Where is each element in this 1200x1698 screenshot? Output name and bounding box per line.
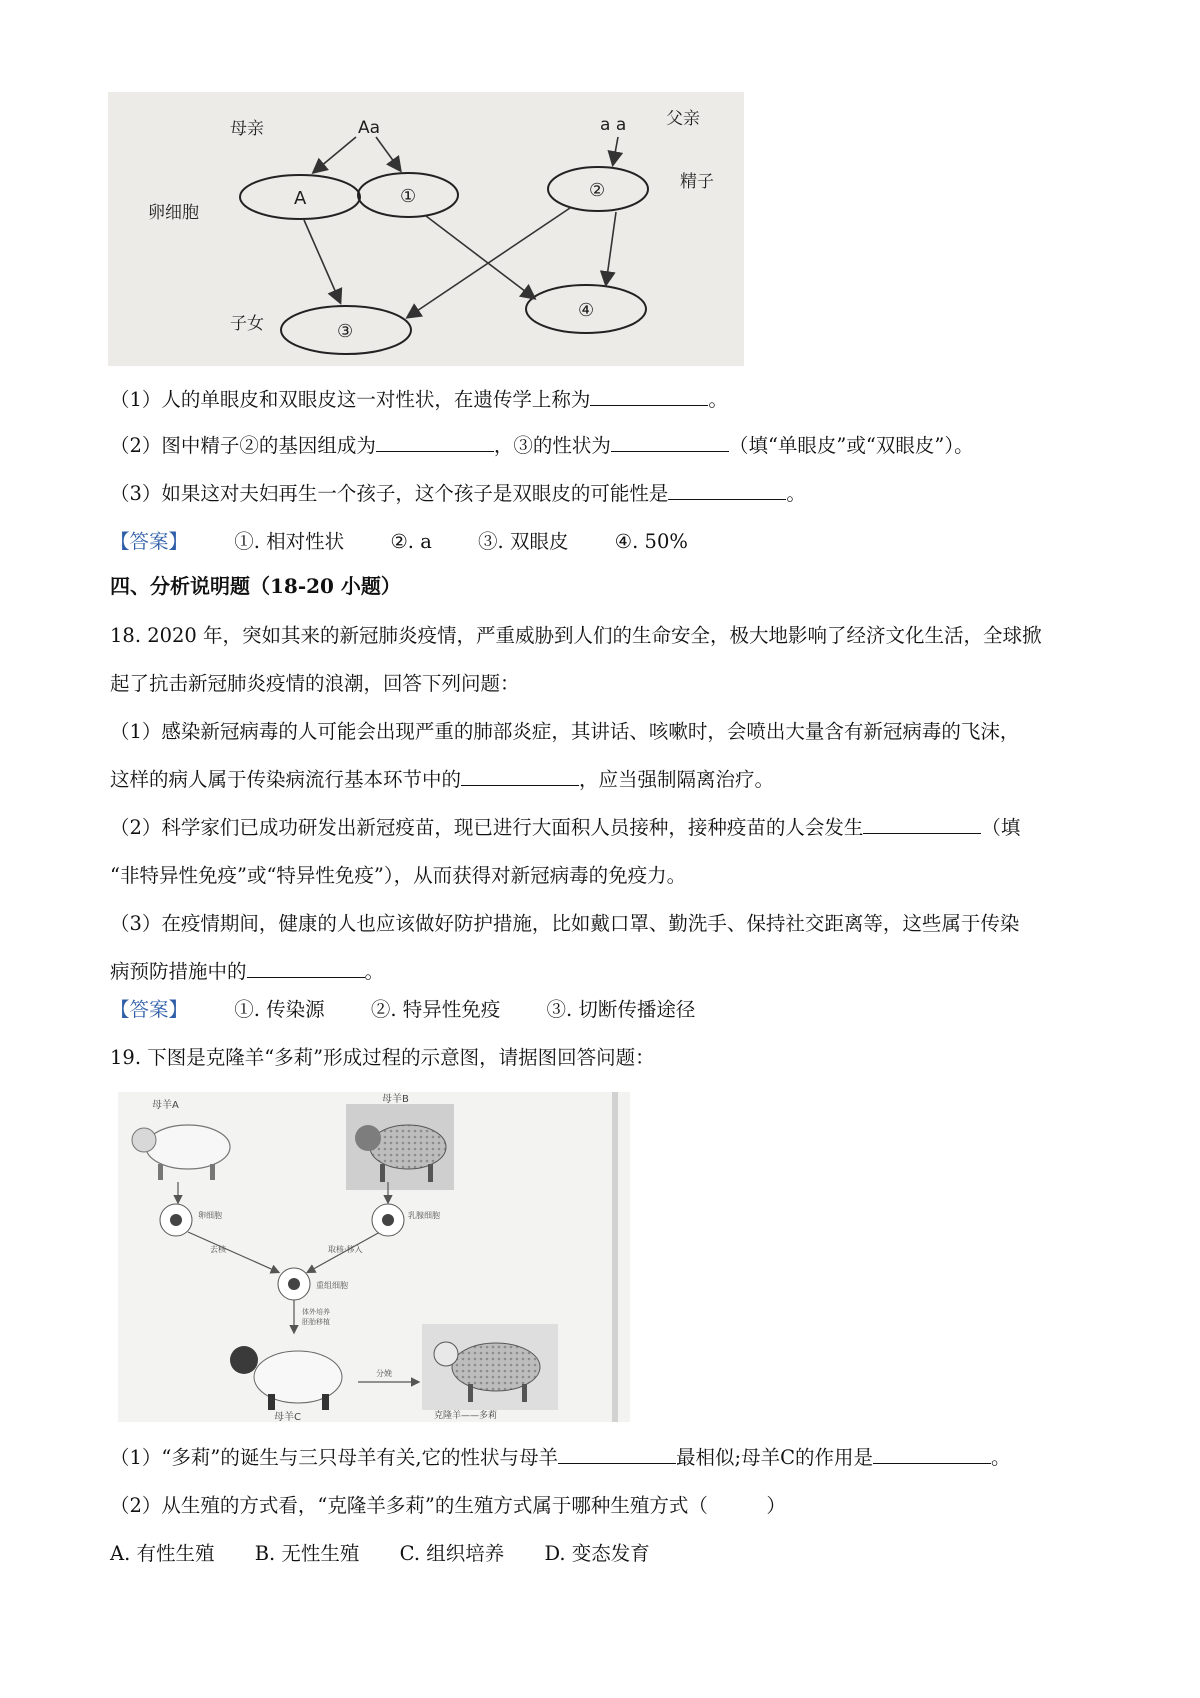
figure-background	[108, 92, 744, 366]
father-genotype: a a	[600, 115, 627, 135]
q18-part2-text: （2）科学家们已成功研发出新冠疫苗，现已进行大面积人员接种，接种疫苗的人会发生	[110, 816, 864, 839]
q19-option-d[interactable]: D. 变态发育	[544, 1542, 650, 1565]
q17-blank2[interactable]	[376, 450, 494, 452]
q18-part2-line2: “非特异性免疫”或“特异性免疫”），从而获得对新冠病毒的免疫力。	[110, 864, 687, 887]
q17-part2	[110, 436, 974, 456]
q17-part2-end: （填“单眼皮”或“双眼皮”）。	[728, 434, 974, 457]
cell-2-label: ②	[589, 180, 606, 201]
q17-answer-3: ③. 双眼皮	[478, 530, 569, 553]
mother-genotype: Aa	[358, 118, 381, 138]
culture-label-1: 体外培养	[302, 1308, 330, 1316]
answer-tag: 【答案】	[110, 998, 189, 1021]
figure-edge	[612, 1092, 618, 1422]
q17-part2-text: （2）图中精子②的基因组成为	[110, 434, 376, 457]
q18-intro-line1: 18. 2020 年，突如其来的新冠肺炎疫情，严重威胁到人们的生命安全，极大地影响了经济文化生活，全球掀	[110, 624, 1042, 647]
child-label: 子女	[230, 314, 264, 334]
sheep-b	[346, 1092, 454, 1190]
q19-part1	[110, 1448, 1011, 1468]
culture-label-2: 胚胎移植	[302, 1318, 330, 1326]
father-label: 父亲	[666, 109, 700, 129]
q17-part3	[110, 484, 806, 504]
q19-part2: （2）从生殖的方式看，“克隆羊多莉”的生殖方式属于哪种生殖方式（ ）	[110, 1494, 786, 1517]
q18-blank2[interactable]	[863, 832, 981, 834]
q17-part1-text: （1）人的单眼皮和双眼皮这一对性状，在遗传学上称为	[110, 388, 591, 411]
egg-cell-label: 卵细胞	[198, 1211, 222, 1220]
section-title: 四、分析说明题（18-20 小题）	[110, 574, 401, 598]
q19-option-a[interactable]: A. 有性生殖	[110, 1542, 215, 1565]
mother-label: 母亲	[230, 119, 264, 139]
q19-option-b[interactable]: B. 无性生殖	[254, 1542, 360, 1565]
q17-part3-text: （3）如果这对夫妇再生一个孩子，这个孩子是双眼皮的可能性是	[110, 482, 669, 505]
q18-answer-3: ③. 切断传播途径	[546, 998, 696, 1021]
q18-answer-2: ②. 特异性免疫	[370, 998, 501, 1021]
q18-answer	[110, 1000, 695, 1020]
q17-blank3[interactable]	[611, 450, 729, 452]
answer-tag: 【答案】	[110, 530, 189, 553]
nucleus-transfer-label: 取核·移入	[328, 1245, 363, 1254]
q18-part3-line1: （3）在疫情期间，健康的人也应该做好防护措施，比如戴口罩、勤洗手、保持社交距离等，这些属于传染	[110, 912, 1020, 935]
q19-part1-text: （1）“多莉”的诞生与三只母羊有关,它的性状与母羊	[110, 1446, 559, 1469]
q17-part1	[110, 390, 728, 410]
q17-answer-2: ②. a	[390, 530, 432, 553]
q18-blank3[interactable]	[247, 976, 365, 978]
q18-part3-end: 。	[364, 960, 385, 983]
q17-part1-end: 。	[708, 388, 728, 411]
egg-label: 卵细胞	[148, 203, 199, 223]
q18-answer-1: ①. 传染源	[234, 998, 325, 1021]
q19-option-c[interactable]: C. 组织培养	[399, 1542, 505, 1565]
q17-blank1[interactable]	[590, 404, 708, 406]
q18-part3-line2	[110, 962, 384, 982]
sperm-label: 精子	[680, 172, 714, 192]
dolly-label: 克隆羊——多莉	[434, 1411, 498, 1421]
cell-4-label: ④	[578, 300, 595, 321]
q19-part1-mid: 最相似;母羊C的作用是	[676, 1446, 874, 1469]
breast-cell-label: 乳腺细胞	[408, 1211, 440, 1220]
q19-options	[110, 1544, 650, 1564]
q18-intro-line2: 起了抗击新冠肺炎疫情的浪潮，回答下列问题：	[110, 672, 520, 695]
q18-part1-end: ，应当强制隔离治疗。	[579, 768, 775, 791]
genetics-figure	[108, 92, 744, 366]
q18-part3-text: 病预防措施中的	[110, 960, 247, 983]
q18-blank1[interactable]	[461, 784, 579, 786]
q17-blank4[interactable]	[668, 498, 786, 500]
q18-part1-line2	[110, 770, 774, 790]
sheep-a-label: 母羊A	[152, 1100, 179, 1111]
q18-part1-line1: （1）感染新冠病毒的人可能会出现严重的肺部炎症，其讲话、咳嗽时，会喷出大量含有新冠病毒的飞沫，	[110, 720, 1020, 743]
q19-blank1[interactable]	[558, 1462, 676, 1464]
q17-part2-mid: ，③的性状为	[493, 434, 611, 457]
recombined-cell-label: 重组细胞	[316, 1281, 348, 1290]
sheep-c-label: 母羊C	[274, 1412, 301, 1422]
cell-1-label: ①	[400, 186, 417, 207]
sheep-b-label: 母羊B	[382, 1094, 409, 1105]
q19-blank2[interactable]	[873, 1462, 991, 1464]
denucleate-label: 去核	[210, 1245, 226, 1254]
q18-part1-text: 这样的病人属于传染病流行基本环节中的	[110, 768, 462, 791]
cell-a-label: A	[294, 188, 307, 209]
birth-label: 分娩	[376, 1369, 392, 1378]
cell-3-label: ③	[337, 321, 354, 342]
q19-part1-end: 。	[991, 1446, 1011, 1469]
q18-part2-end: （填	[981, 816, 1021, 839]
q17-answer-4: ④. 50%	[614, 530, 688, 553]
q17-answer-1: ①. 相对性状	[234, 530, 345, 553]
q18-part2-line1	[110, 818, 1020, 838]
q17-answer	[110, 532, 688, 552]
clone-sheep-figure	[118, 1092, 630, 1422]
q19-intro: 19. 下图是克隆羊“多莉”形成过程的示意图，请据图回答问题：	[110, 1046, 655, 1069]
q17-part3-end: 。	[786, 482, 806, 505]
dolly-sheep	[422, 1324, 558, 1421]
